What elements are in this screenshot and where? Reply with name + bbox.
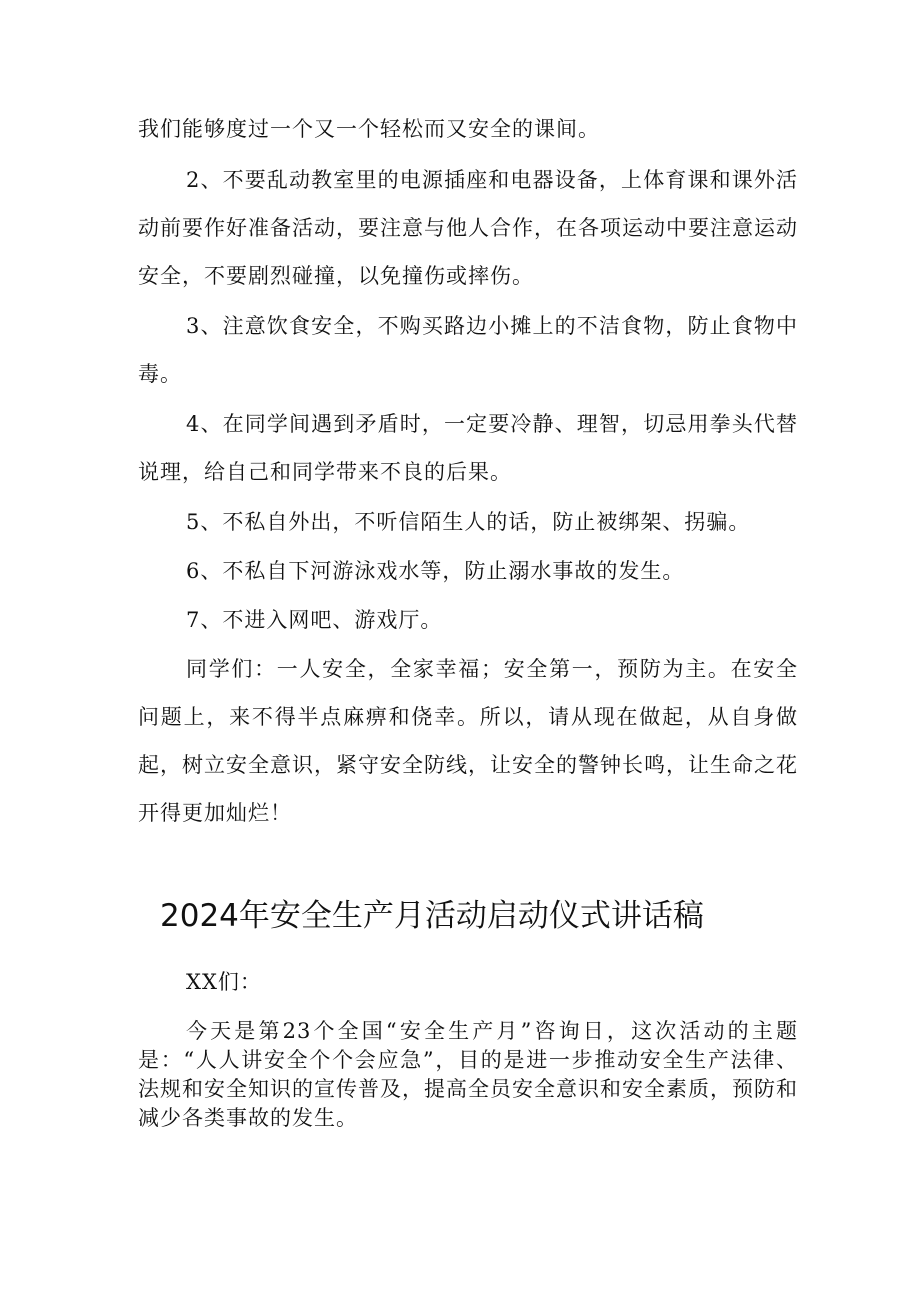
paragraph-item-7: 7、不进入网吧、游戏厅。 — [186, 608, 443, 632]
speech-greeting: XX们： — [186, 970, 262, 994]
paragraph-conclusion: 同学们：一人安全，全家幸福；安全第一，预防为主。在安全问题上，来不得半点麻痹和侥幸。所以，请从现在做起，从自身做起，树立安全意识，紧守安全防线，让安全的警钟长鸣，让生命之花开得更加灿烂！ — [138, 657, 798, 825]
speech-paragraph-1: 今天是第23个全国“安全生产月”咨询日，这次活动的主题是：“人人讲安全个个会应急”，目的是进一步推动安全生产法律、法规和安全知识的宣传普及，提高全员安全意识和安全素质，预防和减少各类事故的发生。 — [138, 1019, 798, 1130]
paragraph-item-6: 6、不私自下河游泳戏水等，防止溺水事故的发生。 — [186, 559, 685, 583]
paragraph-item-5: 5、不私自外出，不听信陌生人的话，防止被绑架、拐骗。 — [186, 510, 751, 534]
paragraph-item-4: 4、在同学间遇到矛盾时，一定要冷静、理智，切忌用拳头代替说理，给自己和同学带来不良的后果。 — [138, 412, 798, 484]
speech-title: 2024年安全生产月活动启动仪式讲话稿 — [160, 898, 704, 934]
paragraph-item-3: 3、注意饮食安全，不购买路边小摊上的不洁食物，防止食物中毒。 — [138, 314, 798, 386]
paragraph-continuation: 我们能够度过一个又一个轻松而又安全的课间。 — [138, 117, 600, 141]
paragraph-item-2: 2、不要乱动教室里的电源插座和电器设备，上体育课和课外活动前要作好准备活动，要注意与他人合作，在各项运动中要注意运动安全，不要剧烈碰撞，以免撞伤或摔伤。 — [138, 168, 798, 288]
